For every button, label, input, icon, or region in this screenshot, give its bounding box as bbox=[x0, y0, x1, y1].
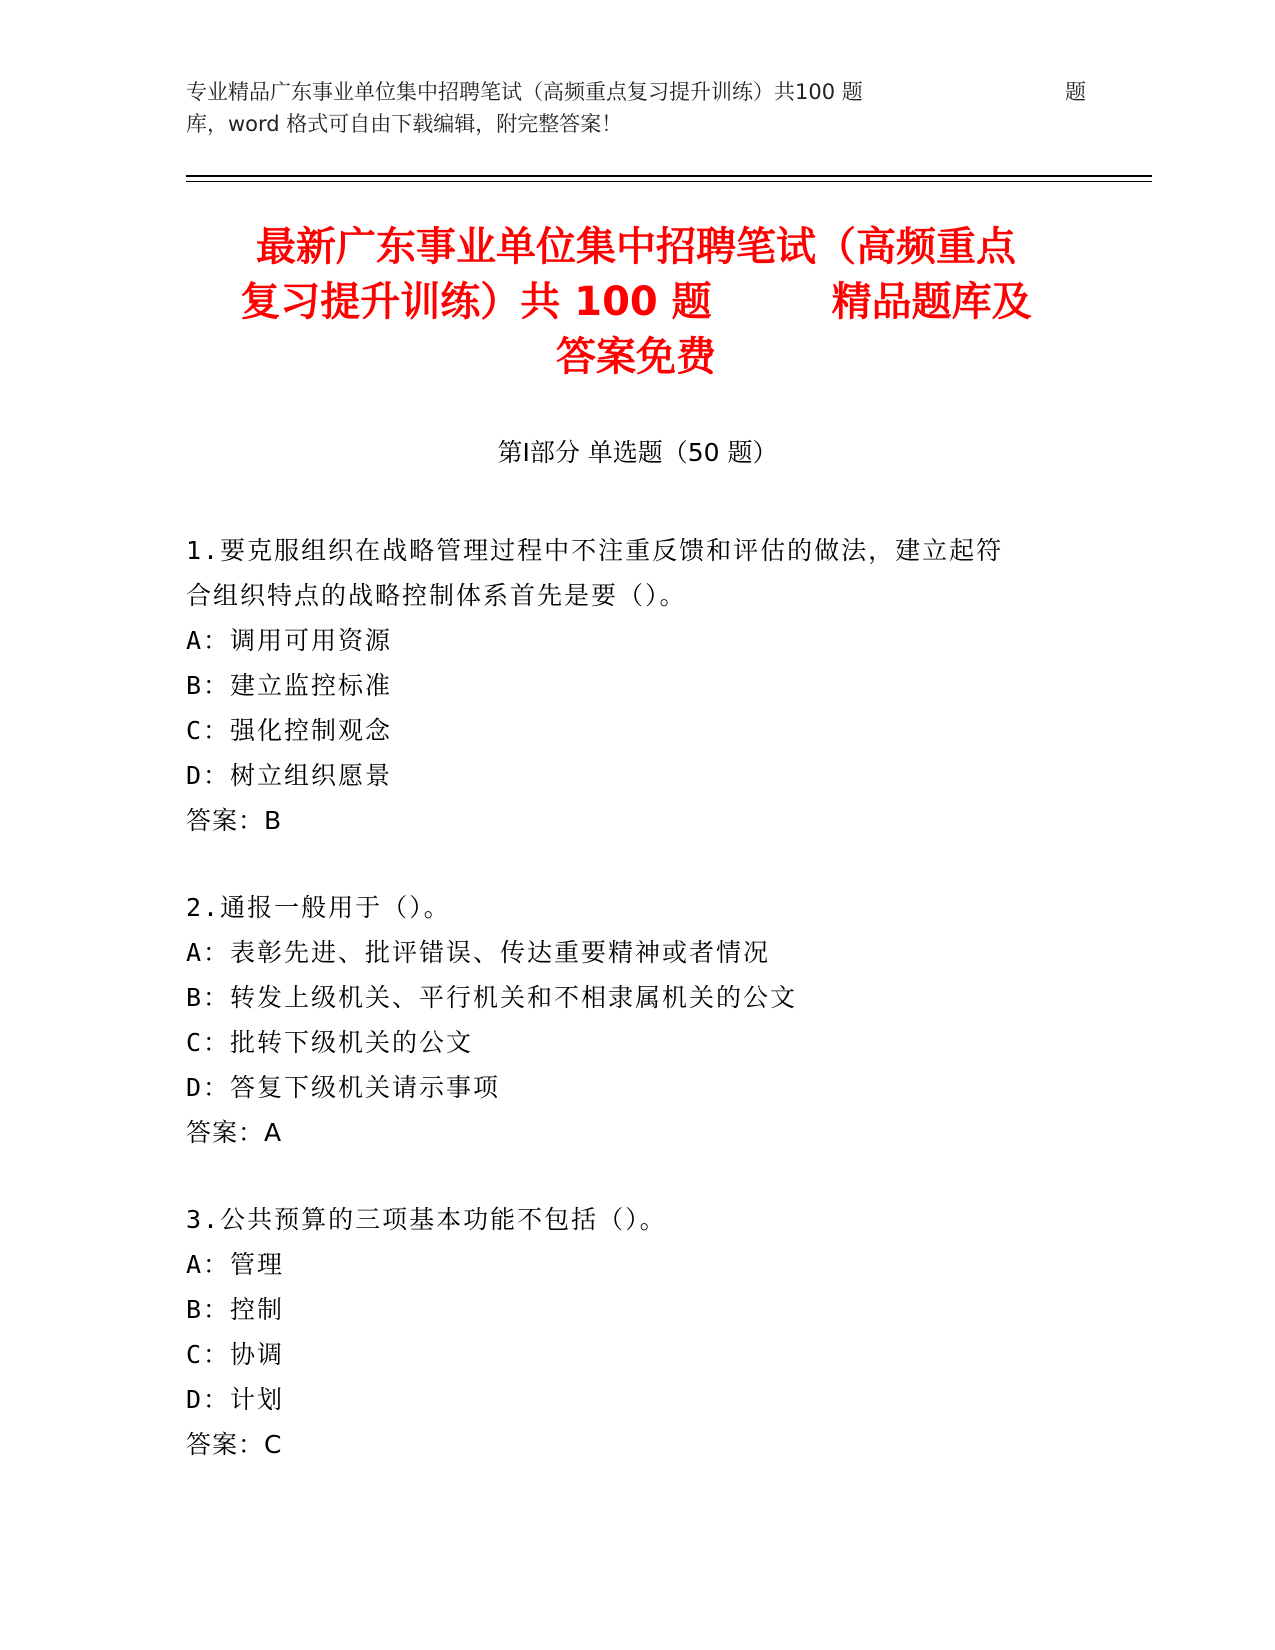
option-c: C：批转下级机关的公文 bbox=[186, 1028, 474, 1057]
question-stem: 2.通报一般用于（）。 bbox=[186, 893, 451, 922]
header-line-1 bbox=[186, 76, 1086, 108]
question-3 bbox=[186, 1197, 1086, 1467]
title-line-2: 复习提升训练）共 100 题 精品题库及 bbox=[240, 279, 1032, 325]
question-stem: 1.要克服组织在战略管理过程中不注重反馈和评估的做法，建立起符 bbox=[186, 536, 1004, 565]
question-1 bbox=[186, 528, 1086, 843]
option-a: A：管理 bbox=[186, 1250, 285, 1279]
option-c: C：强化控制观念 bbox=[186, 716, 393, 745]
page-header bbox=[186, 76, 1086, 140]
header-divider-thin bbox=[186, 181, 1152, 182]
document-title bbox=[186, 220, 1086, 385]
option-d: D：答复下级机关请示事项 bbox=[186, 1073, 501, 1102]
header-line-1-main: 专业精品广东事业单位集中招聘笔试（高频重点复习提升训练）共100 题 bbox=[186, 80, 863, 104]
title-line-3: 答案免费 bbox=[556, 334, 716, 380]
header-line-1-tail: 题 bbox=[1065, 80, 1086, 104]
question-2 bbox=[186, 885, 1086, 1155]
answer: 答案：B bbox=[186, 806, 283, 835]
question-stem-continued: 合组织特点的战略控制体系首先是要（）。 bbox=[186, 581, 687, 610]
option-d: D：树立组织愿景 bbox=[186, 761, 393, 790]
option-b: B：控制 bbox=[186, 1295, 285, 1324]
option-a: A：调用可用资源 bbox=[186, 626, 393, 655]
header-divider-thick bbox=[186, 175, 1152, 177]
answer: 答案：A bbox=[186, 1118, 283, 1147]
section-title: 第Ⅰ部分 单选题（50 题） bbox=[497, 438, 778, 467]
answer: 答案：C bbox=[186, 1430, 283, 1459]
title-line-1: 最新广东事业单位集中招聘笔试（高频重点 bbox=[256, 224, 1016, 270]
option-c: C：协调 bbox=[186, 1340, 285, 1369]
question-stem: 3.公共预算的三项基本功能不包括（）。 bbox=[186, 1205, 667, 1234]
option-b: B：建立监控标准 bbox=[186, 671, 393, 700]
option-b: B：转发上级机关、平行机关和不相隶属机关的公文 bbox=[186, 983, 798, 1012]
option-a: A：表彰先进、批评错误、传达重要精神或者情况 bbox=[186, 938, 771, 967]
option-d: D：计划 bbox=[186, 1385, 285, 1414]
header-line-2: 库，word 格式可自由下载编辑，附完整答案！ bbox=[186, 112, 623, 136]
question-list bbox=[186, 528, 1086, 1509]
